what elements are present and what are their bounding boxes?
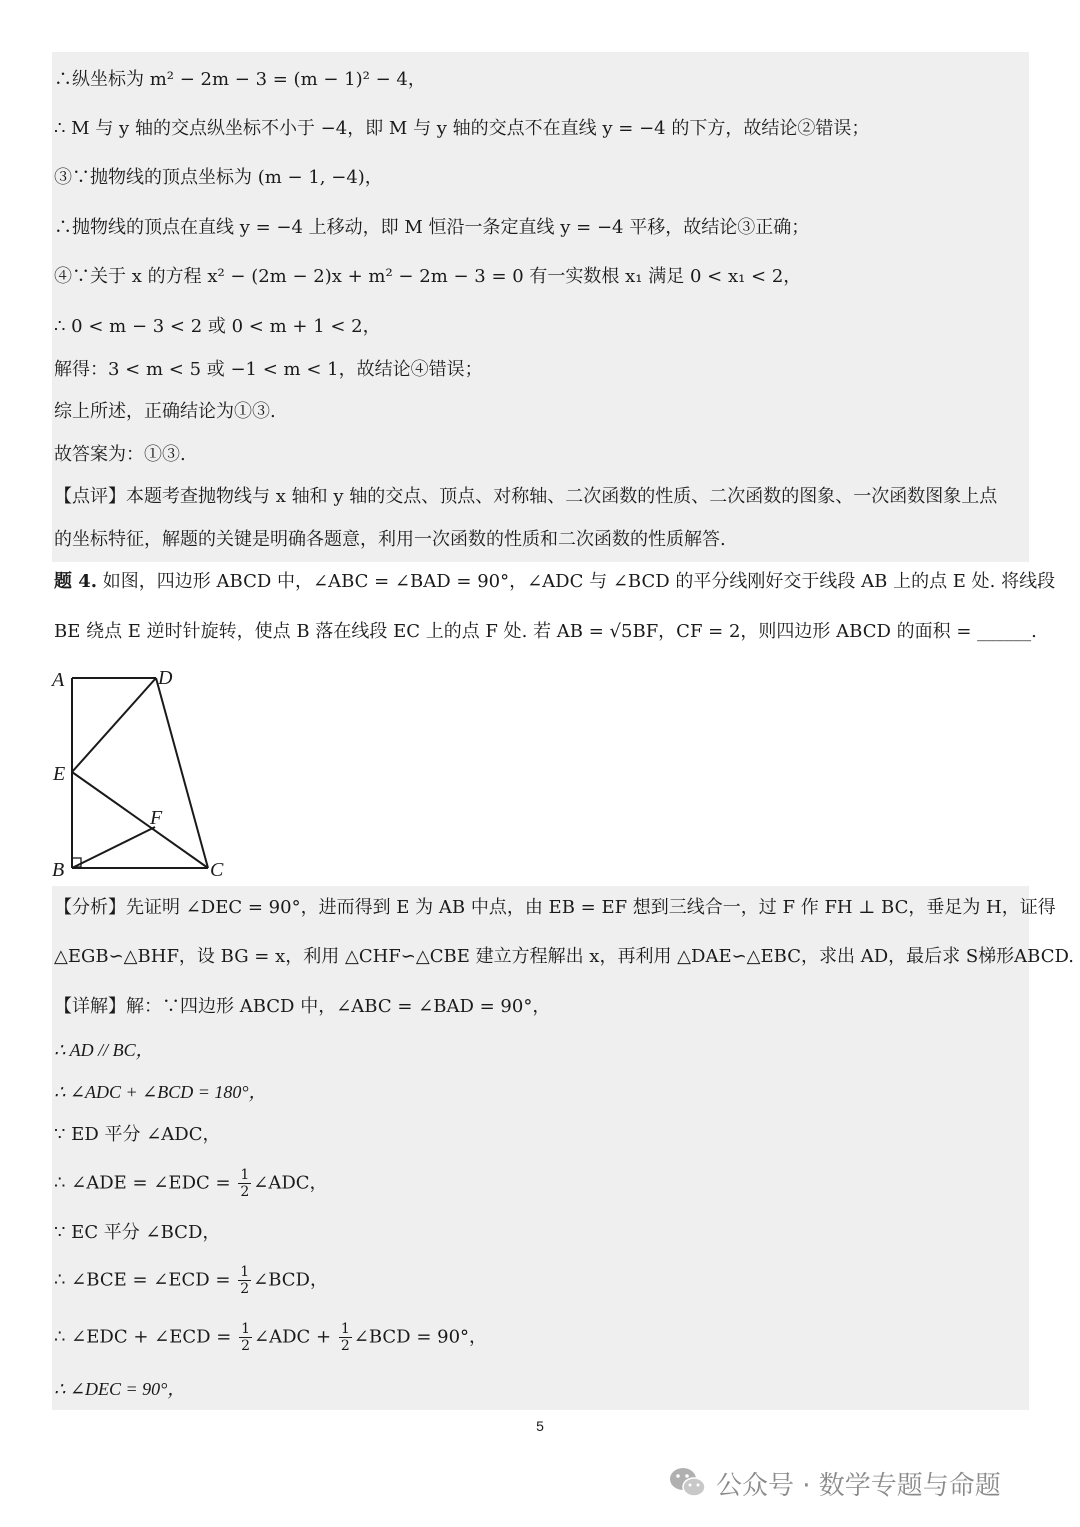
text-line: ④∵关于 x 的方程 x² − (2m − 2)x + m² − 2m − 3 = 0 有一实数根 x₁ 满足 0 < x₁ < 2， xyxy=(54,266,802,287)
one-half-fraction: $\frac{1}{2}$ xyxy=(340,1321,350,1354)
analysis-line: 【分析】先证明 ∠DEC = 90°，进而得到 E 为 AB 中点，由 EB = EF 想到三线合一，过 F 作 FH ⊥ BC，垂足为 H，证得 xyxy=(54,897,1056,918)
wechat-icon xyxy=(668,1466,708,1500)
segment-DC xyxy=(156,678,208,868)
text-line: ∴纵坐标为 m² − 2m − 3 = (m − 1)² − 4， xyxy=(54,69,426,90)
page-number: 5 xyxy=(536,1418,544,1434)
solution-line: ∵ ED 平分 ∠ADC， xyxy=(54,1124,221,1145)
text-line: ∴ 0 < m − 3 < 2 或 0 < m + 1 < 2， xyxy=(54,316,381,337)
question-4-line-2: BE 绕点 E 逆时针旋转，使点 B 落在线段 EC 上的点 F 处. 若 AB = √5BF，CF = 2，则四边形 ABCD 的面积 = ______. xyxy=(54,621,1037,642)
answer-line: 故答案为：①③. xyxy=(54,444,186,465)
solution-line: ∵ EC 平分 ∠BCD， xyxy=(54,1222,221,1243)
question-4-line-1 xyxy=(54,570,1055,594)
point-label-C: C xyxy=(210,859,224,881)
question-4-label: 题 4. xyxy=(54,571,98,592)
text-line: ∴抛物线的顶点在直线 y = −4 上移动，即 M 恒沿一条定直线 y = −4 平移，故结论③正确； xyxy=(54,217,810,238)
text-line: ∴ M 与 y 轴的交点纵坐标不小于 −4，即 M 与 y 轴的交点不在直线 y = −4 的下方，故结论②错误； xyxy=(54,118,870,139)
solution-line-fraction xyxy=(54,1167,328,1200)
one-half-fraction: $\frac{1}{2}$ xyxy=(241,1321,251,1354)
text-line: 解得：3 < m < 5 或 −1 < m < 1，故结论④错误； xyxy=(54,359,483,380)
one-half-fraction: $\frac{1}{2}$ xyxy=(240,1264,250,1297)
text-line: ③∵抛物线的顶点坐标为 (m − 1, −4)， xyxy=(54,167,383,188)
solution-line-fraction xyxy=(54,1264,328,1297)
quadrilateral-figure xyxy=(48,662,238,882)
segment-ED xyxy=(72,678,156,772)
point-label-F: F xyxy=(150,807,163,829)
solution-line: ∴ ∠ADC + ∠BCD = 180°， xyxy=(54,1082,267,1102)
comment-line: 的坐标特征，解题的关键是明确各题意，利用一次函数的性质和二次函数的性质解答. xyxy=(54,529,726,550)
equation-part: ∴ ∠ADE = ∠EDC = xyxy=(54,1172,231,1194)
equation-part: ∠ADC + xyxy=(254,1326,332,1348)
solution-line: ∴ AD // BC， xyxy=(54,1040,154,1060)
point-label-B: B xyxy=(52,859,65,881)
question-4-text: 如图，四边形 ABCD 中，∠ABC = ∠BAD = 90°，∠ADC 与 ∠BCD 的平分线刚好交于线段 AB 上的点 E 处. 将线段 xyxy=(97,571,1056,592)
text-line: 综上所述，正确结论为①③. xyxy=(54,401,276,422)
analysis-line: △EGB∽△BHF，设 BG = x，利用 △CHF∽△CBE 建立方程解出 x，再利用 △DAE∽△EBC，求出 AD，最后求 S梯形ABCD. xyxy=(54,946,1075,967)
solution-line-fraction xyxy=(54,1321,487,1354)
one-half-fraction: $\frac{1}{2}$ xyxy=(240,1167,250,1200)
watermark-text: 公众号 · 数学专题与命题 xyxy=(716,1470,1001,1501)
solution-line: ∴ ∠DEC = 90°， xyxy=(54,1379,186,1399)
watermark xyxy=(668,1463,1001,1503)
solution-line: 【详解】解：∵四边形 ABCD 中，∠ABC = ∠BAD = 90°， xyxy=(54,996,551,1017)
segment-EC xyxy=(72,772,208,868)
equation-part: ∴ ∠EDC + ∠ECD = xyxy=(54,1326,232,1348)
comment-line: 【点评】本题考查抛物线与 x 轴和 y 轴的交点、顶点、对称轴、二次函数的性质、二次函数的图象、一次函数图象上点 xyxy=(54,486,998,507)
point-label-D: D xyxy=(158,667,173,689)
point-label-E: E xyxy=(53,763,66,785)
point-label-A: A xyxy=(52,669,65,691)
equation-part: ∴ ∠BCE = ∠ECD = xyxy=(54,1269,231,1291)
segment-BF xyxy=(72,827,155,868)
equation-part: ∠BCD， xyxy=(253,1269,328,1291)
equation-part: ∠BCD = 90°， xyxy=(353,1326,488,1348)
equation-part: ∠ADC， xyxy=(253,1172,328,1194)
